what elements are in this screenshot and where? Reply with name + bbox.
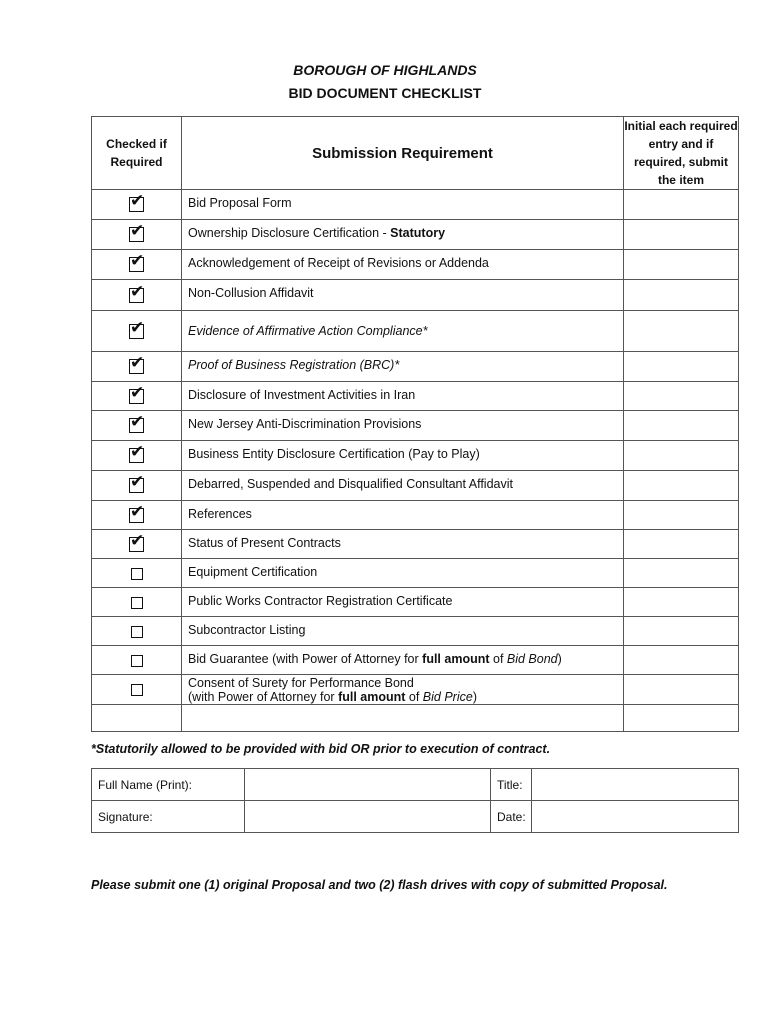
checked-icon[interactable] — [129, 324, 144, 339]
requirement-text: Ownership Disclosure Certification - Statutory — [182, 220, 624, 250]
unchecked-checkbox-icon[interactable] — [131, 568, 143, 580]
initial-cell[interactable] — [624, 220, 739, 250]
checked-icon[interactable] — [129, 359, 144, 374]
table-row — [92, 617, 739, 646]
checked-icon[interactable] — [129, 448, 144, 463]
initial-cell[interactable] — [624, 352, 739, 382]
checked-icon[interactable] — [129, 197, 144, 212]
requirement-text: Proof of Business Registration (BRC)* — [182, 352, 624, 382]
initial-cell[interactable] — [624, 411, 739, 441]
unchecked-checkbox-icon[interactable] — [131, 655, 143, 667]
requirement-text: Debarred, Suspended and Disqualified Consultant Affidavit — [182, 471, 624, 501]
table-row — [92, 675, 739, 705]
requirement-text: New Jersey Anti-Discrimination Provisions — [182, 411, 624, 441]
initial-cell[interactable] — [624, 588, 739, 617]
initial-cell[interactable] — [624, 501, 739, 530]
unchecked-checkbox-icon[interactable] — [131, 626, 143, 638]
borough-title: BOROUGH OF HIGHLANDS — [293, 62, 477, 78]
checked-icon[interactable] — [129, 508, 144, 523]
table-row — [92, 280, 739, 311]
table-row — [92, 559, 739, 588]
requirement-text: Consent of Surety for Performance Bond (with Power of Attorney for full amount of Bid Price) — [182, 675, 624, 705]
signature-table — [91, 768, 739, 833]
signature-field[interactable] — [245, 801, 491, 833]
checklist-title: BID DOCUMENT CHECKLIST — [288, 85, 482, 101]
checklist-table — [91, 116, 739, 732]
checked-icon[interactable] — [129, 389, 144, 404]
initial-cell[interactable] — [624, 675, 739, 705]
table-row — [92, 646, 739, 675]
table-row-empty — [92, 705, 739, 732]
initial-cell[interactable] — [624, 646, 739, 675]
initial-cell[interactable] — [624, 471, 739, 501]
header-initial: Initial each required entry and if required, submit the item — [624, 117, 739, 190]
requirement-text: Evidence of Affirmative Action Compliance* — [182, 311, 624, 352]
requirement-text: References — [182, 501, 624, 530]
requirement-text: Disclosure of Investment Activities in Iran — [182, 382, 624, 411]
title-field[interactable] — [532, 769, 739, 801]
title-label: Title: — [491, 769, 532, 801]
requirement-text: Bid Guarantee (with Power of Attorney for full amount of Bid Bond) — [182, 646, 624, 675]
table-row — [92, 471, 739, 501]
requirement-text: Status of Present Contracts — [182, 530, 624, 559]
initial-cell[interactable] — [624, 705, 739, 732]
table-row — [92, 311, 739, 352]
table-row — [92, 501, 739, 530]
table-row — [92, 250, 739, 280]
requirement-text: Business Entity Disclosure Certification (Pay to Play) — [182, 441, 624, 471]
statutory-note: *Statutorily allowed to be provided with bid OR prior to execution of contract. — [91, 742, 551, 756]
date-field[interactable] — [532, 801, 739, 833]
requirement-text: Acknowledgement of Receipt of Revisions or Addenda — [182, 250, 624, 280]
requirement-text: Bid Proposal Form — [182, 190, 624, 220]
initial-cell[interactable] — [624, 190, 739, 220]
table-header-row — [92, 117, 739, 190]
checked-icon[interactable] — [129, 257, 144, 272]
table-row — [92, 588, 739, 617]
table-row — [92, 382, 739, 411]
header-requirement: Submission Requirement — [182, 117, 624, 190]
full-name-label: Full Name (Print): — [92, 769, 245, 801]
submission-instructions: Please submit one (1) original Proposal and two (2) flash drives with copy of submitted Proposal. — [91, 878, 668, 892]
initial-cell[interactable] — [624, 441, 739, 471]
checked-icon[interactable] — [129, 227, 144, 242]
initial-cell[interactable] — [624, 559, 739, 588]
requirement-text: Non-Collusion Affidavit — [182, 280, 624, 311]
checked-icon[interactable] — [129, 537, 144, 552]
table-row — [92, 190, 739, 220]
header-checked: Checked if Required — [92, 117, 182, 190]
table-row — [92, 411, 739, 441]
full-name-field[interactable] — [245, 769, 491, 801]
table-row — [92, 220, 739, 250]
initial-cell[interactable] — [624, 617, 739, 646]
table-row — [92, 530, 739, 559]
checked-icon[interactable] — [129, 478, 144, 493]
initial-cell[interactable] — [624, 280, 739, 311]
table-row — [92, 352, 739, 382]
initial-cell[interactable] — [624, 530, 739, 559]
table-row — [92, 441, 739, 471]
requirement-text: Public Works Contractor Registration Certificate — [182, 588, 624, 617]
initial-cell[interactable] — [624, 311, 739, 352]
requirement-text: Equipment Certification — [182, 559, 624, 588]
initial-cell[interactable] — [624, 250, 739, 280]
signature-label: Signature: — [92, 801, 245, 833]
unchecked-checkbox-icon[interactable] — [131, 597, 143, 609]
initial-cell[interactable] — [624, 382, 739, 411]
checked-icon[interactable] — [129, 418, 144, 433]
unchecked-checkbox-icon[interactable] — [131, 684, 143, 696]
checked-icon[interactable] — [129, 288, 144, 303]
date-label: Date: — [491, 801, 532, 833]
requirement-text: Subcontractor Listing — [182, 617, 624, 646]
